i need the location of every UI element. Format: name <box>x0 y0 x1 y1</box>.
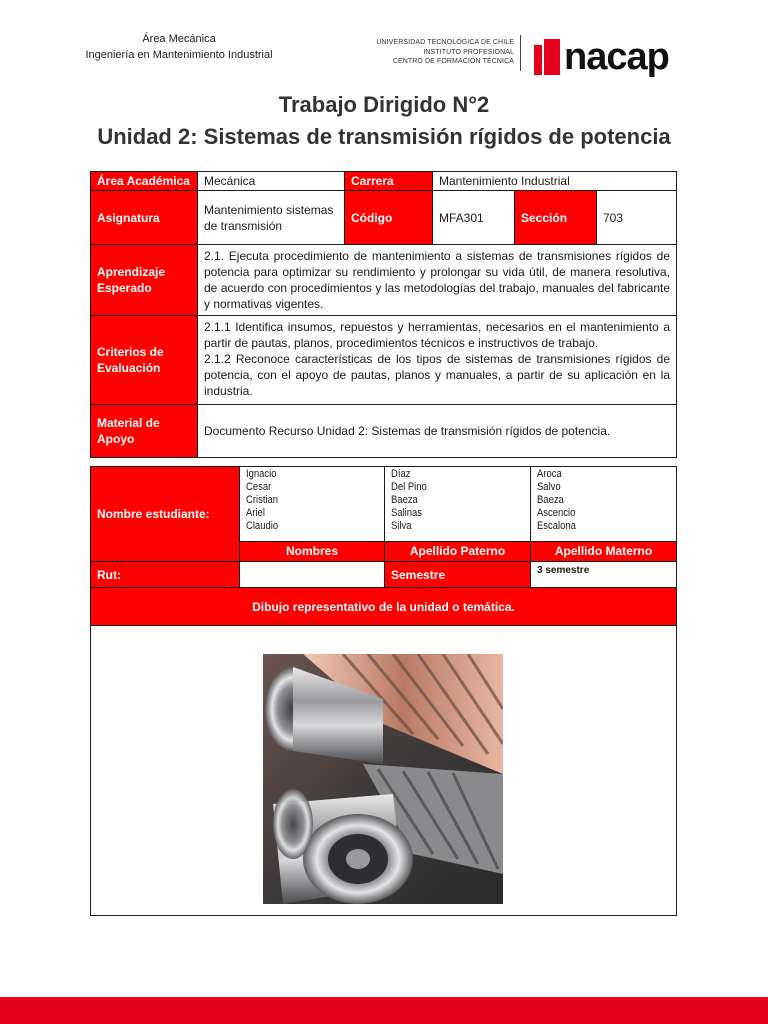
program-title: Ingeniería en Mantenimiento Industrial <box>85 49 273 61</box>
logo-text: nacap <box>564 36 669 78</box>
institution-line-3: CENTRO DE FORMACIÓN TÉCNICA <box>392 58 514 65</box>
footer-bar <box>0 997 768 1024</box>
nombre-4: Ariel <box>246 507 265 519</box>
apellido-paterno-1: Díaz <box>391 468 411 480</box>
criterios-evaluacion-value <box>197 315 677 405</box>
semestre-value: 3 semestre <box>530 561 677 588</box>
apellido-paterno-3: Baeza <box>391 494 418 506</box>
document-subtitle: Unidad 2: Sistemas de transmisión rígidos de potencia <box>97 124 671 149</box>
gear-shafts-image <box>263 654 503 904</box>
nombres-cell <box>239 466 385 542</box>
area-academica-label: Área Académica <box>90 171 198 191</box>
document-header-left <box>72 31 286 63</box>
apellido-materno-5: Escalona <box>537 520 576 532</box>
nombre-2: Cesar <box>246 481 272 493</box>
asignatura-label: Asignatura <box>90 190 198 245</box>
apellido-materno-2: Salvo <box>537 481 561 493</box>
apellido-paterno-4: Salinas <box>391 507 423 519</box>
codigo-label: Código <box>344 190 433 245</box>
asignatura-value: Mantenimiento sistemas de transmisión <box>197 190 345 245</box>
codigo-value: MFA301 <box>432 190 515 245</box>
apellido-materno-3: Baeza <box>537 494 564 506</box>
document-title: Trabajo Dirigido N°2 <box>278 92 490 117</box>
apellido-materno-1: Aroca <box>537 468 562 480</box>
dibujo-label: Dibujo representativo de la unidad o temática. <box>90 587 677 626</box>
nombre-5: Claudio <box>246 520 279 532</box>
seccion-value: 703 <box>596 190 677 245</box>
material-apoyo-value: Documento Recurso Unidad 2: Sistemas de transmisión rígidos de potencia. <box>197 404 677 458</box>
nombre-estudiante-label: Nombre estudiante: <box>90 466 240 562</box>
institution-line-2: INSTITUTO PROFESIONAL <box>423 48 514 56</box>
apellido-paterno-cell <box>384 466 531 542</box>
criterio-1: 2.1.1 Identifica insumos, repuestos y herramientas, necesarios en el mantenimiento a partir de pautas, planos, procedimientos técnicos e instructivos de trabajo. <box>204 320 670 350</box>
apellido-paterno-column-header: Apellido Paterno <box>384 541 531 562</box>
institution-lines <box>350 38 514 67</box>
apellido-paterno-2: Del Pino <box>391 481 427 493</box>
inacap-logo <box>534 36 669 78</box>
institution-line-1: UNIVERSIDAD TECNOLÓGICA DE CHILE <box>376 39 514 46</box>
header-divider <box>520 35 521 71</box>
logo-mark-icon <box>534 39 560 75</box>
area-title: Área Mecánica <box>142 33 216 45</box>
apellido-materno-4: Ascencio <box>537 507 576 519</box>
nombre-3: Cristian <box>246 494 279 506</box>
rut-value <box>239 561 385 588</box>
apellido-paterno-5: Silva <box>391 520 412 532</box>
carrera-value: Mantenimiento Industrial <box>432 171 677 191</box>
aprendizaje-esperado-value: 2.1. Ejecuta procedimiento de mantenimiento a sistemas de transmisiones rígidos de potencia para optimizar su rendimiento y prolongar su vida útil, de manera resolutiva, de acuerdo con procedimientos y las metodologías del trabajo, manuales del fabricante y normativas vigentes. <box>197 244 677 316</box>
apellido-materno-cell <box>530 466 677 542</box>
carrera-label: Carrera <box>344 171 433 191</box>
criterios-evaluacion-label: Criterios de Evaluación <box>90 315 198 405</box>
area-academica-value: Mecánica <box>197 171 345 191</box>
rut-label: Rut: <box>90 561 240 588</box>
apellido-materno-column-header: Apellido Materno <box>530 541 677 562</box>
semestre-label: Semestre <box>384 561 531 588</box>
nombres-column-header: Nombres <box>239 541 385 562</box>
seccion-label: Sección <box>514 190 597 245</box>
aprendizaje-esperado-label: Aprendizaje Esperado <box>90 244 198 316</box>
criterio-2: 2.1.2 Reconoce características de los tipos de sistemas de transmisiones rígidos de potencia, con el apoyo de pautas, planos y manuales, a partir de su aplicación en la industria. <box>204 352 670 398</box>
nombre-1: Ignacio <box>246 468 277 480</box>
material-apoyo-label: Material de Apoyo <box>90 404 198 458</box>
